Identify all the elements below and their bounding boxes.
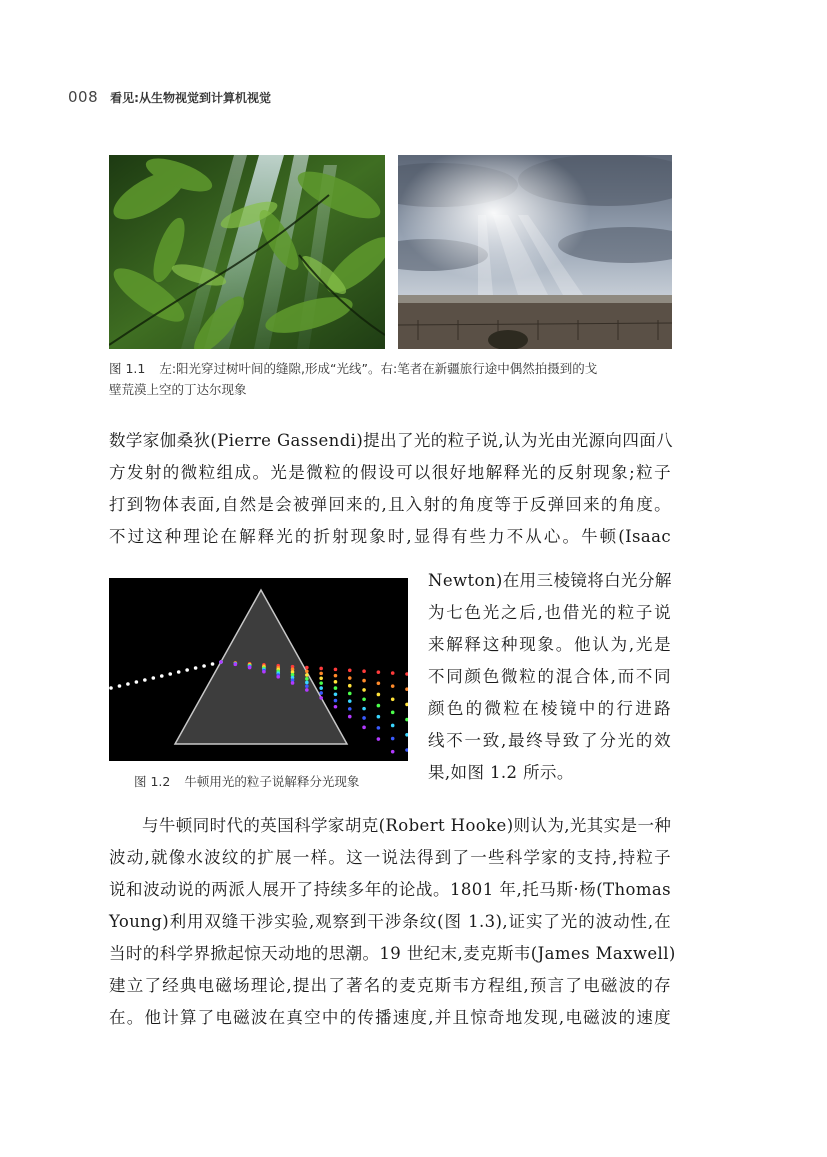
text-line: 说和波动说的两派人展开了持续多年的论战。1801 年,托马斯·杨(Thomas: [109, 880, 671, 899]
spectrum-particle: [391, 684, 395, 688]
figure-1-1-caption-text: 左:阳光穿过树叶间的缝隙,形成“光线”。右:笔者在新疆旅行途中偶然拍摄到的戈: [159, 361, 598, 376]
spectrum-particle: [362, 679, 366, 683]
spectrum-particle: [305, 669, 309, 673]
spectrum-particle: [334, 674, 338, 678]
body-paragraph-3: [109, 810, 676, 1034]
light-particle: [168, 672, 172, 676]
spectrum-particle: [391, 750, 395, 754]
light-particle: [143, 678, 147, 682]
text-line: Newton)在用三棱镜将白光分解: [428, 571, 672, 590]
book-title: 看见:从生物视觉到计算机视觉: [110, 91, 271, 105]
spectrum-particle: [348, 669, 352, 673]
spectrum-particle: [319, 672, 323, 676]
spectrum-particle: [391, 671, 395, 675]
light-particle: [202, 664, 206, 668]
spectrum-particle: [377, 670, 381, 674]
spectrum-particle: [348, 699, 352, 703]
spectrum-particle: [377, 737, 381, 741]
text-line: 建立了经典电磁场理论,提出了著名的麦克斯韦方程组,预言了电磁波的存: [109, 976, 671, 995]
spectrum-particle: [334, 668, 338, 672]
prism-dispersion-figure: [109, 578, 408, 761]
spectrum-particle: [305, 673, 309, 677]
spectrum-particle: [362, 726, 366, 730]
spectrum-particle: [291, 681, 295, 685]
spectrum-particle: [305, 684, 309, 688]
spectrum-particle: [362, 688, 366, 692]
spectrum-particle: [348, 684, 352, 688]
spectrum-particle: [362, 716, 366, 720]
tyndall-effect-sky-photo: [398, 155, 672, 349]
text-line: 打到物体表面,自然是会被弹回来的,且入射的角度等于反弹回来的角度。: [109, 495, 671, 514]
spectrum-particle: [348, 715, 352, 719]
spectrum-particle: [305, 666, 309, 670]
spectrum-particle: [319, 667, 323, 671]
light-particle: [109, 686, 113, 690]
body-paragraph-1: [109, 425, 674, 553]
spectrum-particle: [377, 693, 381, 697]
light-particle: [185, 668, 189, 672]
spectrum-particle: [348, 707, 352, 711]
light-particle: [118, 684, 122, 688]
figure-1-1-label: 图 1.1: [109, 361, 146, 376]
spectrum-particle: [362, 697, 366, 701]
light-particle: [126, 682, 130, 686]
spectrum-particle: [348, 676, 352, 680]
spectrum-particle: [377, 704, 381, 708]
spectrum-particle: [377, 726, 381, 730]
page-number: 008: [68, 88, 99, 106]
sunlight-through-leaves-photo: [109, 155, 385, 349]
text-line: 当时的科学界掀起惊天动地的思潮。19 世纪末,麦克斯韦(James Maxwell): [109, 944, 676, 963]
spectrum-particle: [305, 677, 309, 681]
spectrum-particle: [319, 696, 323, 700]
text-line: 在。他计算了电磁波在真空中的传播速度,并且惊奇地发现,电磁波的速度: [109, 1008, 671, 1027]
spectrum-particle: [362, 669, 366, 673]
light-particle: [152, 676, 156, 680]
text-line: 方发射的微粒组成。光是微粒的假设可以很好地解释光的反射现象;粒子: [109, 463, 671, 482]
spectrum-particle: [391, 711, 395, 715]
light-particle: [160, 674, 164, 678]
figure-1-2-caption: [134, 771, 404, 792]
text-line: 不同颜色微粒的混合体,而不同: [428, 667, 671, 686]
light-particle: [135, 680, 139, 684]
text-line: 波动,就像水波纹的扩展一样。这一说法得到了一些科学家的支持,持粒子: [109, 848, 671, 867]
spectrum-particle: [391, 724, 395, 728]
spectrum-particle: [319, 676, 323, 680]
text-line: 不过这种理论在解释光的折射现象时,显得有些力不从心。牛顿(Isaac: [109, 527, 671, 546]
spectrum-particle: [377, 715, 381, 719]
figure-1-2-caption-text: 牛顿用光的粒子说解释分光现象: [184, 774, 360, 789]
spectrum-particle: [362, 707, 366, 711]
spectrum-particle: [305, 688, 309, 692]
spectrum-particle: [319, 686, 323, 690]
text-line: 为七色光之后,也借光的粒子说: [428, 603, 671, 622]
spectrum-particle: [234, 663, 238, 667]
spectrum-particle: [391, 737, 395, 741]
spectrum-particle: [319, 691, 323, 695]
spectrum-particle: [391, 697, 395, 701]
spectrum-particle: [262, 670, 266, 674]
spectrum-particle: [377, 681, 381, 685]
spectrum-particle: [334, 699, 338, 703]
figure-1-2-label: 图 1.2: [134, 774, 171, 789]
spectrum-particle: [319, 681, 323, 685]
figure-1-1-caption: [109, 358, 679, 400]
spectrum-particle: [276, 675, 280, 679]
spectrum-particle: [248, 666, 252, 670]
light-particle: [194, 666, 198, 670]
spectrum-particle: [305, 681, 309, 685]
spectrum-particle: [334, 693, 338, 697]
text-line: 来解释这种现象。他认为,光是: [428, 635, 671, 654]
text-line: 数学家伽桑狄(Pierre Gassendi)提出了光的粒子说,认为光由光源向四面八: [109, 431, 674, 450]
light-particle: [211, 662, 215, 666]
text-line: 线不一致,最终导致了分光的效: [428, 731, 671, 750]
spectrum-particle: [334, 680, 338, 684]
figure-1-1-caption-text-line2: 壁荒漠上空的丁达尔现象: [109, 382, 247, 397]
text-line: 与牛顿同时代的英国科学家胡克(Robert Hooke)则认为,光其实是一种: [142, 816, 672, 835]
text-line: 果,如图 1.2 所示。: [428, 763, 574, 782]
spectrum-particle: [334, 686, 338, 690]
text-line: 颜色的微粒在棱镜中的行进路: [428, 699, 671, 718]
spectrum-particle: [219, 660, 223, 664]
light-particle: [177, 670, 181, 674]
spectrum-particle: [334, 705, 338, 709]
text-line: Young)利用双缝干涉实验,观察到干涉条纹(图 1.3),证实了光的波动性,在: [109, 912, 671, 931]
body-paragraph-2: [428, 565, 671, 789]
spectrum-particle: [348, 692, 352, 696]
running-header: [68, 88, 271, 108]
